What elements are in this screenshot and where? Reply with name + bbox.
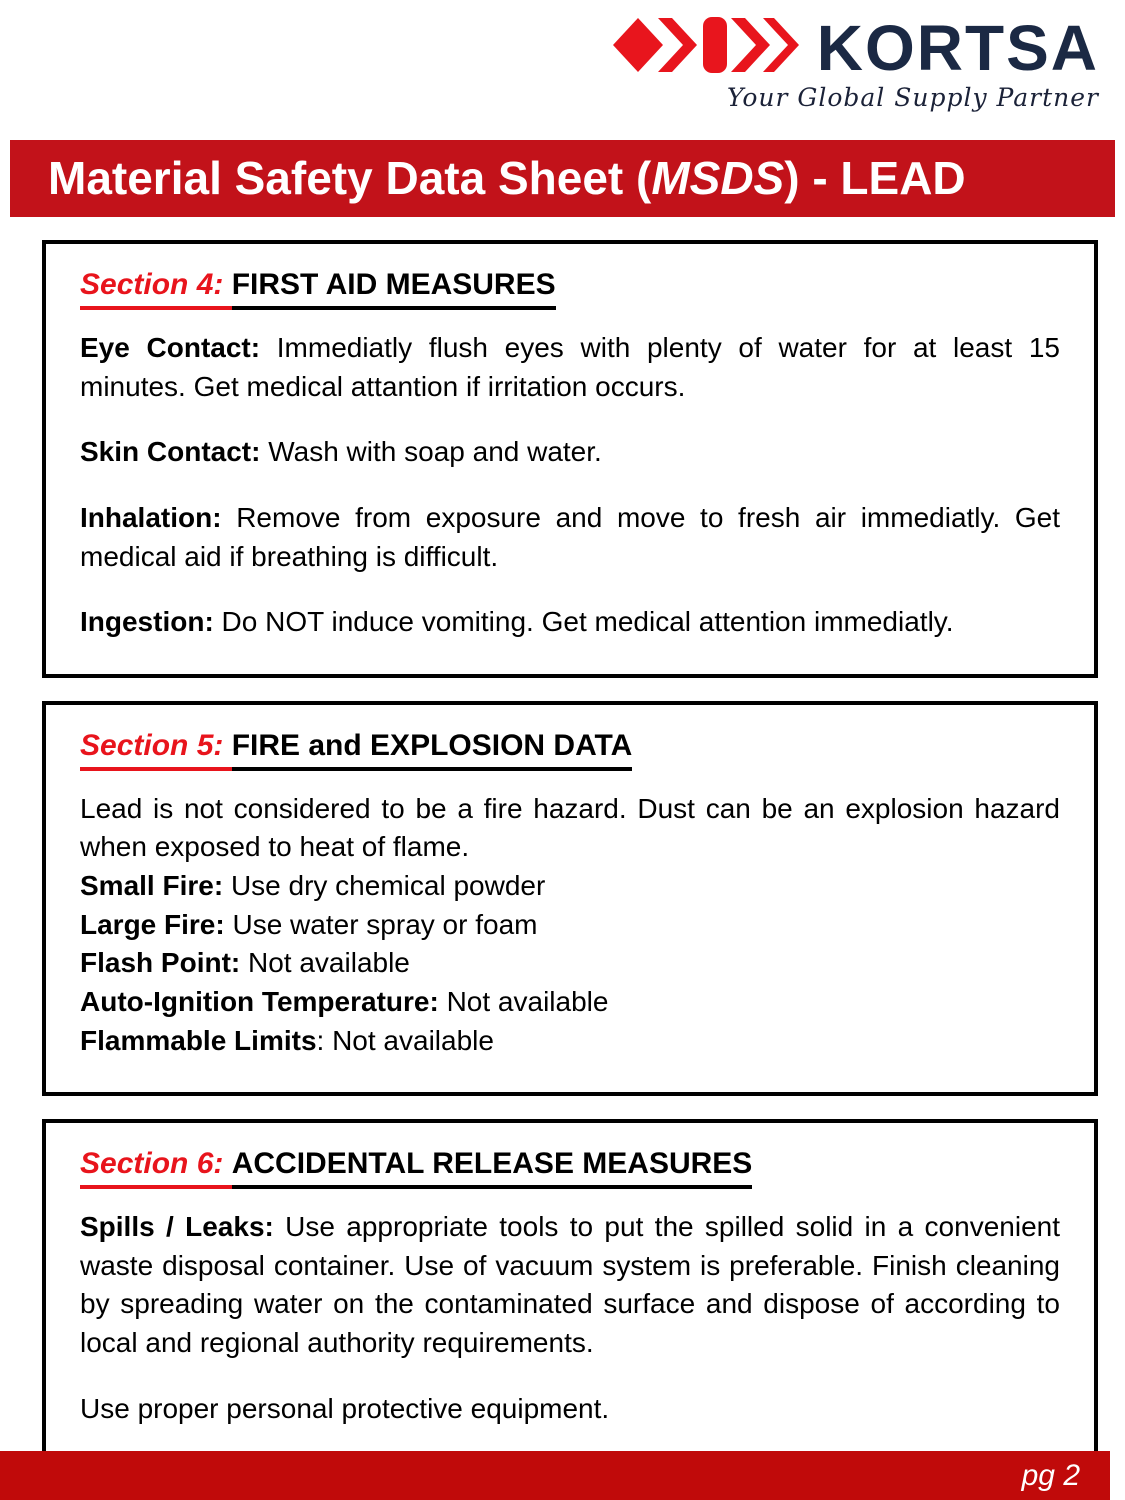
paragraph-text: : Not available [316, 1024, 494, 1056]
paragraph-text: Use proper personal protective equipment. [80, 1392, 610, 1424]
paragraph-label: Inhalation: [80, 501, 237, 533]
kortsa-logo [611, 11, 1099, 112]
diamonds-chevrons-icon [611, 14, 801, 81]
section-paragraph [80, 906, 1060, 945]
title-prefix: Material Safety Data Sheet ( [48, 152, 652, 204]
paragraph-text: Use dry chemical powder [230, 870, 546, 901]
paragraph-label: Large Fire: [80, 908, 233, 940]
paragraph-label: Small Fire: [80, 870, 231, 901]
paragraph-label: Ingestion: [80, 606, 222, 638]
paragraph-label: Flash Point: [80, 947, 248, 979]
section-label: Section 5: [80, 729, 232, 771]
section-title: FIRST AID MEASURES [232, 268, 556, 310]
paragraph-text: Remove from exposure and move to fresh air immediatly. Get medical aid if breathing is difficult. [80, 501, 1060, 572]
section-box-4 [42, 240, 1098, 678]
paragraph-label: Flammable Limits [80, 1024, 317, 1056]
paragraph-text: Use appropriate tools to put the spilled solid in a convenient waste disposal container. Use of vacuum system is preferable. Finish cleaning by spreading water on the contaminated surface and dispose of according to local and regional authority requirements. [80, 1211, 1060, 1358]
section-paragraph [80, 1022, 1060, 1061]
paragraph-text: Do NOT induce vomiting. Get medical attention immediatly. [221, 606, 954, 638]
section-box-5 [42, 701, 1098, 1096]
section-title: FIRE and EXPLOSION DATA [232, 729, 633, 771]
paragraph-label: Auto-Ignition Temperature: [80, 985, 447, 1017]
section-paragraph [80, 603, 1060, 642]
sections-container [42, 240, 1098, 1487]
page-number: pg 2 [1021, 1458, 1080, 1492]
section-heading [80, 1147, 1060, 1181]
document-title-banner [10, 140, 1115, 217]
paragraph-text: Not available [446, 985, 609, 1017]
section-paragraph [80, 790, 1060, 867]
section-paragraph [80, 944, 1060, 983]
brand-tagline: Your Global Supply Partner [727, 83, 1099, 112]
section-paragraph [80, 1390, 1060, 1429]
brand-name: KORTSA [816, 11, 1099, 84]
paragraph-text: Use water spray or foam [232, 908, 538, 940]
paragraph-label: Skin Contact: [80, 436, 269, 468]
paragraph-text: Immediatly flush eyes with plenty of water for at least 15 minutes. Get medical attantion if irritation occurs. [80, 332, 1060, 402]
section-label: Section 6: [80, 1147, 232, 1189]
section-paragraph [80, 329, 1060, 406]
section-paragraph [80, 1208, 1060, 1363]
section-box-6 [42, 1119, 1098, 1464]
paragraph-label: Eye Contact: [80, 332, 277, 363]
paragraph-text: Not available [248, 947, 410, 979]
section-title: ACCIDENTAL RELEASE MEASURES [232, 1147, 753, 1189]
title-msds-italic: MSDS [651, 152, 785, 204]
paragraph-label: Spills / Leaks: [80, 1211, 286, 1243]
paragraph-text: Lead is not considered to be a fire hazard. Dust can be an explosion hazard when exposed to heat of flame. [80, 792, 1060, 863]
section-paragraph [80, 499, 1060, 576]
paragraph-text: Wash with soap and water. [268, 436, 602, 468]
section-paragraph [80, 983, 1060, 1022]
section-paragraph [80, 867, 1060, 906]
section-paragraph [80, 433, 1060, 472]
section-heading [80, 268, 1060, 302]
title-suffix: ) - LEAD [784, 152, 966, 204]
section-heading [80, 729, 1060, 763]
page-footer [0, 1451, 1110, 1500]
section-label: Section 4: [80, 268, 232, 310]
